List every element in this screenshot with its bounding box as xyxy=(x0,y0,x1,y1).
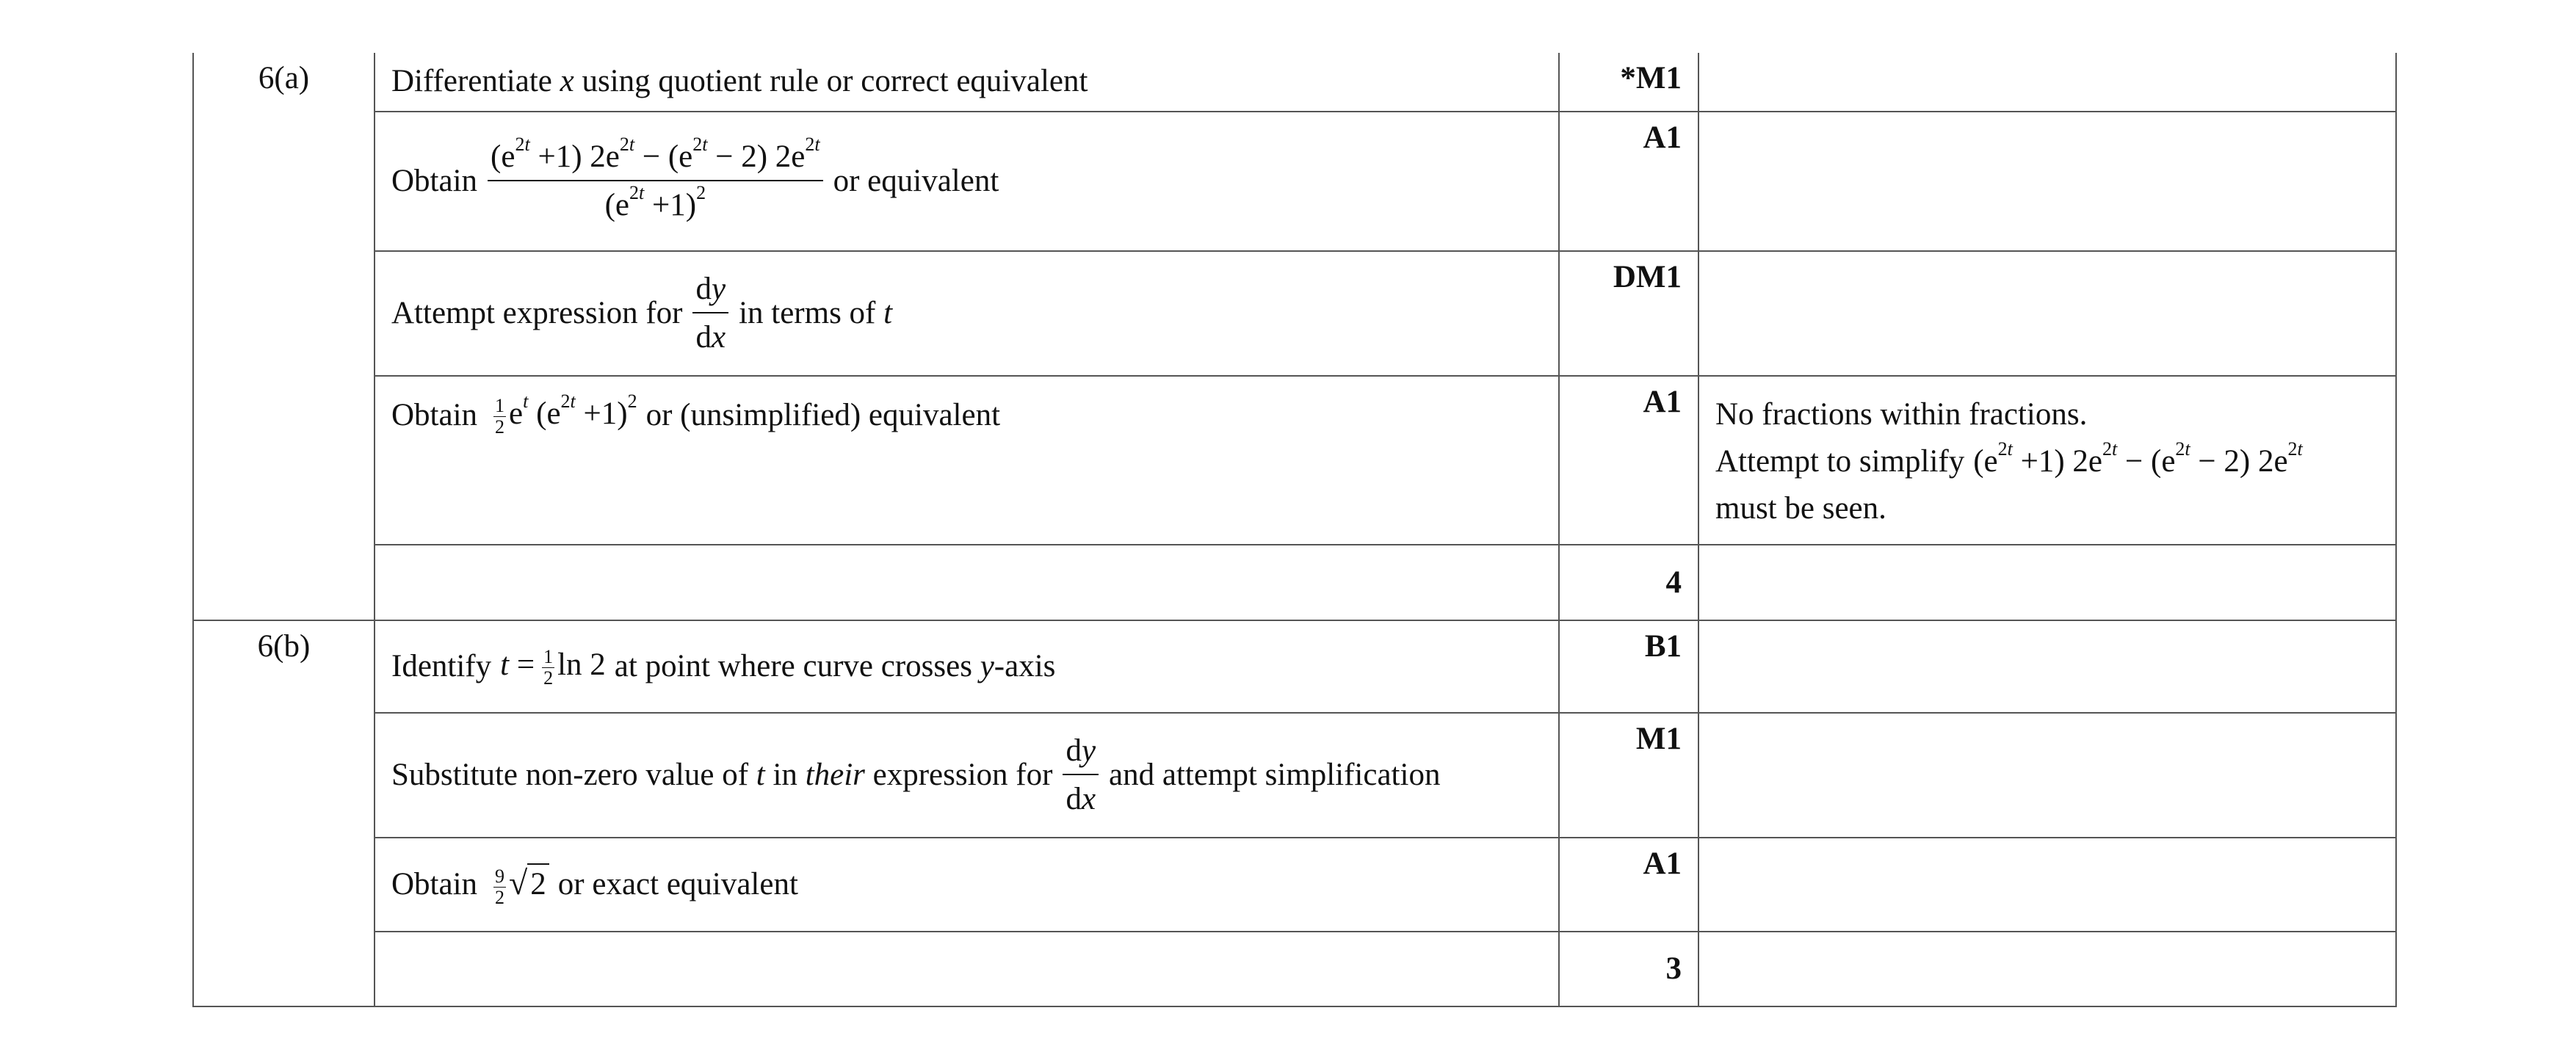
mark-scheme-table xyxy=(192,53,2397,1007)
mark-cell xyxy=(1559,545,1698,620)
answer-cell xyxy=(375,53,1559,112)
answer-line xyxy=(391,621,1542,712)
guidance-cell xyxy=(1698,838,2396,932)
answer-suffix: in terms of t xyxy=(739,296,893,331)
answer-line xyxy=(391,838,1542,931)
question-number: 6(a) xyxy=(258,61,310,95)
answer-prefix: Identify xyxy=(391,649,492,684)
table-row xyxy=(193,838,2396,932)
question-number: 6(b) xyxy=(257,629,311,664)
guidance-cell xyxy=(1698,112,2396,251)
guidance-prefix: Attempt to simplify xyxy=(1715,444,1965,479)
answer-cell xyxy=(375,376,1559,545)
total-marks: 3 xyxy=(1665,951,1682,987)
mark-cell xyxy=(1559,53,1698,112)
mark-cell xyxy=(1559,838,1698,932)
mark-cell xyxy=(1559,713,1698,838)
guidance-expression: $(e^{2t} +1) 2e^{2t} - (e^{2t} - 2)$ $2e^{2t}$ xyxy=(1973,438,2303,479)
answer-cell xyxy=(375,932,1559,1006)
guidance-cell xyxy=(1698,620,2396,713)
table-row xyxy=(193,376,2396,545)
answer-line xyxy=(391,112,1542,250)
mark-cell xyxy=(1559,932,1698,1006)
answer-line xyxy=(391,714,1542,837)
question-number-cell xyxy=(193,53,375,620)
answer-suffix: at point where curve crosses y-axis xyxy=(614,649,1056,684)
dy-dx-fraction xyxy=(1063,731,1099,819)
table-row xyxy=(193,112,2396,251)
table-row xyxy=(193,713,2396,838)
guidance-cell xyxy=(1698,545,2396,620)
total-marks: 4 xyxy=(1665,565,1682,600)
answer-suffix: and attempt simplification xyxy=(1109,758,1441,793)
fraction-numerator: dy xyxy=(692,269,728,313)
answer-cell xyxy=(375,620,1559,713)
guidance-cell xyxy=(1698,376,2396,545)
table-row xyxy=(193,251,2396,376)
fraction-denominator: $(e^{2t} +1)^2$ xyxy=(604,182,706,222)
table-row xyxy=(193,545,2396,620)
mark-value: A1 xyxy=(1643,846,1682,881)
guidance-cell xyxy=(1698,251,2396,376)
answer-suffix: or equivalent xyxy=(833,164,999,199)
guidance-line: No fractions within fractions. xyxy=(1715,397,2088,432)
table-row xyxy=(193,620,2396,713)
table-row xyxy=(193,53,2396,112)
answer-suffix: or (unsimplified) equivalent xyxy=(645,398,1001,433)
mark-value: *M1 xyxy=(1620,61,1682,95)
mark-value: B1 xyxy=(1644,629,1682,664)
question-number-cell xyxy=(193,620,375,1006)
answer-text: Differentiate x using quotient rule or correct equivalent xyxy=(391,64,1088,99)
fraction-numerator: $(e^{2t} +1) 2e^{2t} - (e^{2t} - 2)$ $2e^{2t}$ xyxy=(488,137,823,181)
mark-cell xyxy=(1559,376,1698,545)
fraction-denominator: dx xyxy=(695,320,726,355)
answer-expression: $\frac{1}{2}$ $e^t$ $(e^{2t} +1)^2$ xyxy=(495,391,637,438)
answer-prefix: Obtain xyxy=(391,867,478,902)
answer-expression: t = $\frac{1}{2}$ ln 2 xyxy=(500,646,606,689)
table-row xyxy=(193,932,2396,1006)
guidance-cell xyxy=(1698,53,2396,112)
answer-text: Substitute non-zero value of t in their expression for xyxy=(391,758,1053,793)
quotient-fraction xyxy=(488,134,823,225)
answer-cell xyxy=(375,545,1559,620)
answer-cell xyxy=(375,713,1559,838)
mark-value: M1 xyxy=(1635,722,1682,756)
fraction-numerator: dy xyxy=(1063,731,1099,775)
guidance-line: must be seen. xyxy=(1715,491,1886,526)
answer-cell xyxy=(375,838,1559,932)
answer-expression: $\frac{9}{2}$ √ 2 xyxy=(486,862,549,907)
mark-cell xyxy=(1559,112,1698,251)
answer-prefix: Obtain xyxy=(391,398,478,433)
mark-value: A1 xyxy=(1643,385,1682,419)
fraction-denominator: dx xyxy=(1066,782,1096,816)
guidance-cell xyxy=(1698,713,2396,838)
mark-cell xyxy=(1559,620,1698,713)
answer-line xyxy=(391,252,1542,375)
answer-cell xyxy=(375,112,1559,251)
answer-line xyxy=(391,53,1542,110)
answer-prefix: Obtain xyxy=(391,164,478,199)
guidance-line xyxy=(1715,438,2379,485)
dy-dx-fraction xyxy=(692,269,728,358)
answer-prefix: Attempt expression for xyxy=(391,296,683,331)
mark-value: DM1 xyxy=(1613,260,1682,294)
guidance-cell xyxy=(1698,932,2396,1006)
answer-cell xyxy=(375,251,1559,376)
answer-line xyxy=(391,377,1542,437)
mark-cell xyxy=(1559,251,1698,376)
answer-suffix: or exact equivalent xyxy=(557,867,798,902)
mark-value: A1 xyxy=(1643,120,1682,155)
